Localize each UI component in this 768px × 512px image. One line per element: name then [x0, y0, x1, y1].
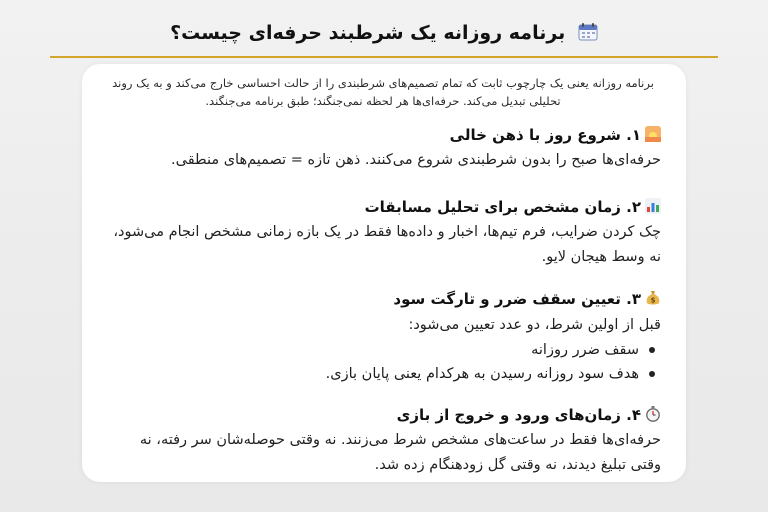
- section-3-body: قبل از اولین شرط، دو عدد تعیین می‌شود:: [408, 317, 661, 333]
- section-1-body: حرفه‌ای‌ها صبح را بدون شرطبندی شروع می‌کنند. ذهن تازه = تصمیم‌های منطقی.: [171, 152, 661, 168]
- section-3: [105, 288, 661, 386]
- section-4: [105, 404, 661, 478]
- section-2-body: چک کردن ضرایب، فرم تیم‌ها، اخبار و داده‌ها فقط در یک بازه زمانی مشخص انجام می‌شود، نه وسط هیجان لایو.: [113, 224, 661, 265]
- page-title-text: برنامه روزانه یک شرطبند حرفه‌ای چیست؟: [170, 22, 566, 44]
- section-2-title-text: ۲. زمان مشخص برای تحلیل مسابقات: [364, 198, 641, 216]
- section-3-bullets: [105, 338, 661, 386]
- section-4-title-text: ۴. زمان‌های ورود و خروج از بازی: [396, 406, 641, 424]
- section-4-body: حرفه‌ای‌ها فقط در ساعت‌های مشخص شرط می‌زنند. نه وقتی حوصله‌شان سر رفته، نه وقتی تبلیغ دیدند، نه وقتی گل زودهنگام زده شد.: [139, 432, 661, 473]
- svg-text:$: $: [650, 296, 656, 305]
- bullet-item: سقف ضرر روزانه: [105, 338, 639, 362]
- money-bag-icon: [645, 290, 661, 306]
- stopwatch-icon: [645, 406, 661, 422]
- title-underline: [50, 56, 718, 58]
- section-2: [105, 196, 661, 270]
- section-3-title-text: ۳. تعیین سقف ضرر و تارگت سود: [393, 290, 641, 308]
- intro-paragraph: برنامه روزانه یعنی یک چارچوب ثابت که تمام تصمیم‌های شرطبندی را از حالت احساسی خارج می‌کند و به یک روند تحلیلی تبدیل می‌کند. حرفه‌ای‌ها هر لحظه نمی‌جنگند؛ طبق برنامه می‌جنگند.: [112, 76, 654, 108]
- bullet-item: هدف سود روزانه رسیدن به هرکدام یعنی پایان بازی.: [105, 362, 639, 386]
- section-3-title: [105, 288, 661, 310]
- section-1: [105, 124, 661, 173]
- header: [0, 0, 768, 58]
- section-1-title: [105, 124, 661, 146]
- sunrise-icon: [645, 126, 661, 142]
- section-2-title: [105, 196, 661, 218]
- page-title: [0, 22, 768, 44]
- bar-chart-icon: [645, 198, 661, 214]
- section-4-title: [105, 404, 661, 426]
- section-1-title-text: ۱. شروع روز با ذهن خالی: [449, 126, 641, 144]
- calendar-icon: [578, 23, 598, 41]
